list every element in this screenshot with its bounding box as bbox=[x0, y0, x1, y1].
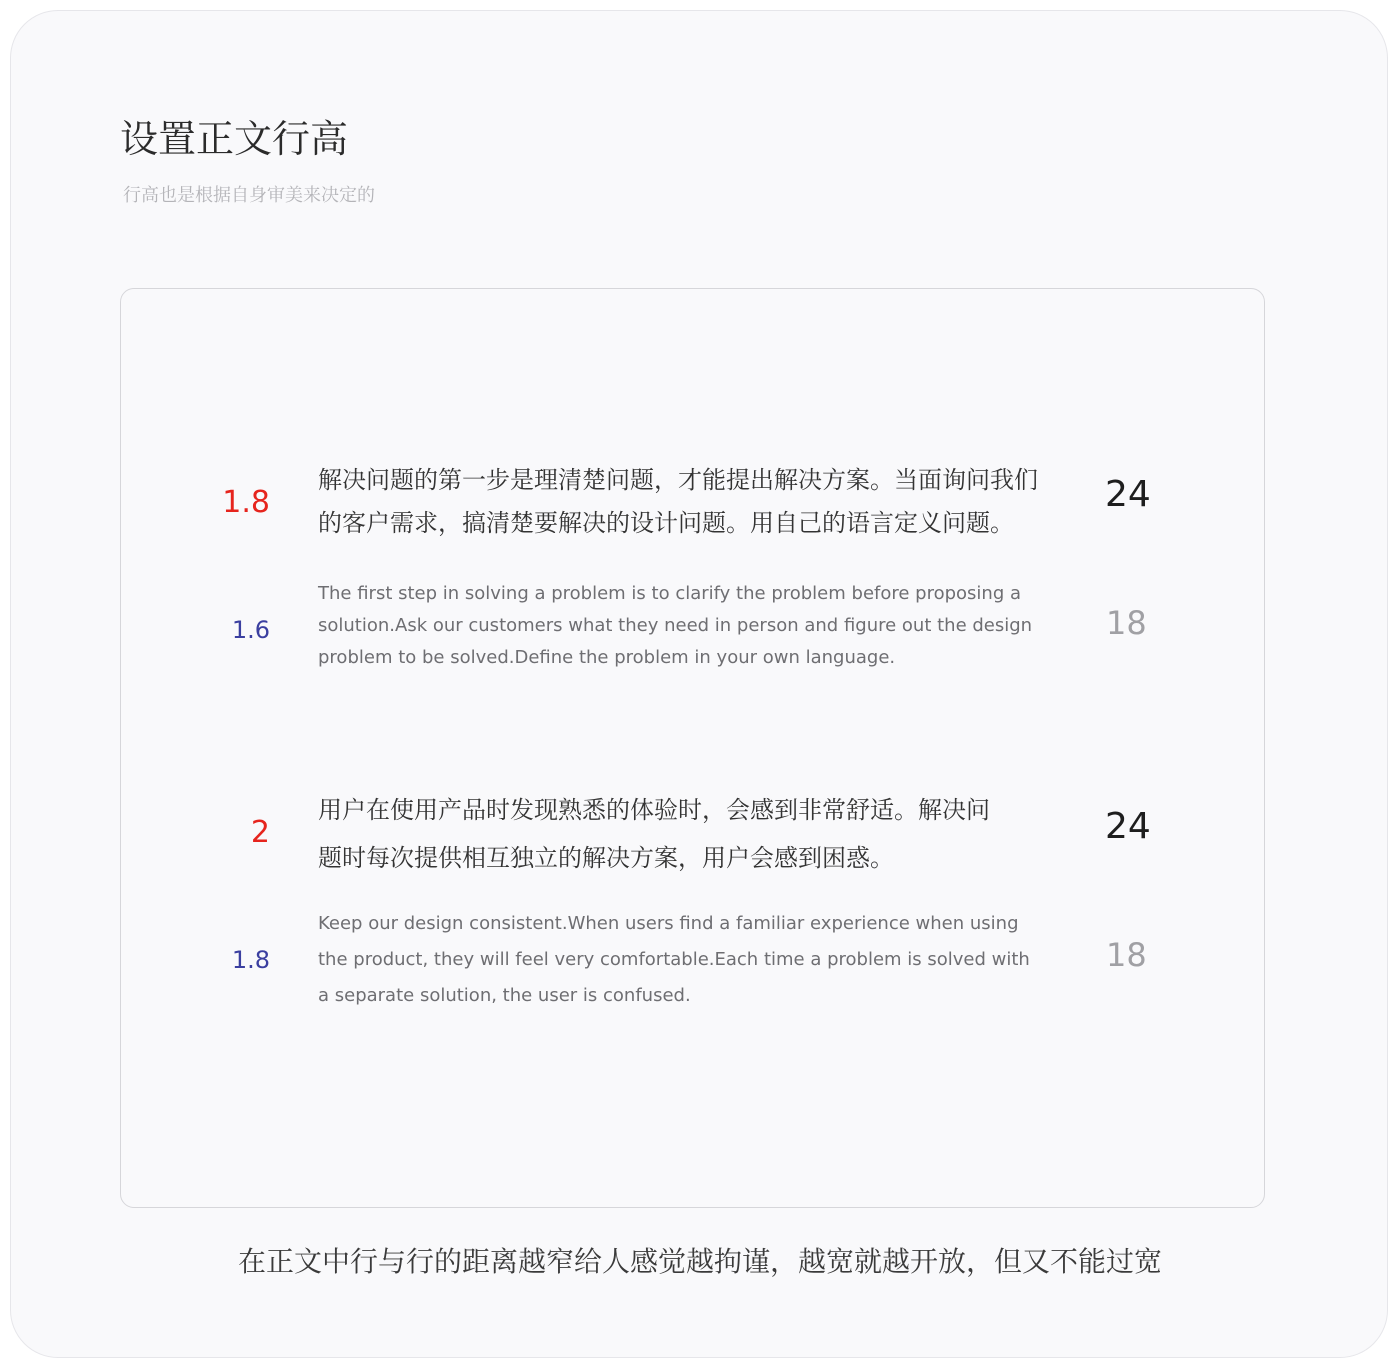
paragraph-line: problem to be solved.Define the problem in your own language. bbox=[318, 647, 896, 668]
paragraph-line: 用户在使用产品时发现熟悉的体验时，会感到非常舒适。解决问 bbox=[318, 796, 990, 824]
paragraph-line: Keep our design consistent.When users find a familiar experience when using bbox=[318, 913, 1019, 934]
paragraph-line: the product, they will feel very comfortable.Each time a problem is solved with bbox=[318, 949, 1030, 970]
paragraph-line: 题时每次提供相互独立的解决方案，用户会感到困惑。 bbox=[318, 844, 894, 872]
line-height-label-cn-1: 1.8 bbox=[222, 485, 270, 520]
paragraph-en-2 bbox=[318, 906, 1030, 1014]
paragraph-line: The first step in solving a problem is to clarify the problem before proposing a bbox=[318, 583, 1022, 604]
example-panel bbox=[120, 288, 1265, 1208]
page-subtitle: 行高也是根据自身审美来决定的 bbox=[123, 185, 375, 206]
line-height-label-cn-2: 2 bbox=[250, 815, 270, 850]
footer-note: 在正文中行与行的距离越窄给人感觉越拘谨，越宽就越开放，但又不能过宽 bbox=[237, 1245, 1162, 1278]
paragraph-line: a separate solution, the user is confused. bbox=[318, 985, 691, 1006]
paragraph-line: 的客户需求，搞清楚要解决的设计问题。用自己的语言定义问题。 bbox=[318, 509, 1014, 537]
line-height-label-en-1: 1.6 bbox=[231, 616, 270, 644]
paragraph-line: 解决问题的第一步是理清楚问题，才能提出解决方案。当面询问我们 bbox=[318, 466, 1038, 494]
page-title: 设置正文行高 bbox=[120, 117, 349, 161]
font-size-label-cn-1: 24 bbox=[1105, 474, 1151, 515]
line-height-label-en-2: 1.8 bbox=[231, 946, 270, 974]
font-size-label-en-1: 18 bbox=[1106, 604, 1147, 642]
paragraph-cn-1 bbox=[318, 459, 1038, 545]
paragraph-line: solution.Ask our customers what they need in person and figure out the design bbox=[318, 615, 1033, 636]
font-size-label-en-2: 18 bbox=[1106, 936, 1147, 974]
paragraph-en-1 bbox=[318, 578, 1032, 674]
paragraph-cn-2 bbox=[318, 786, 990, 882]
font-size-label-cn-2: 24 bbox=[1105, 806, 1151, 847]
